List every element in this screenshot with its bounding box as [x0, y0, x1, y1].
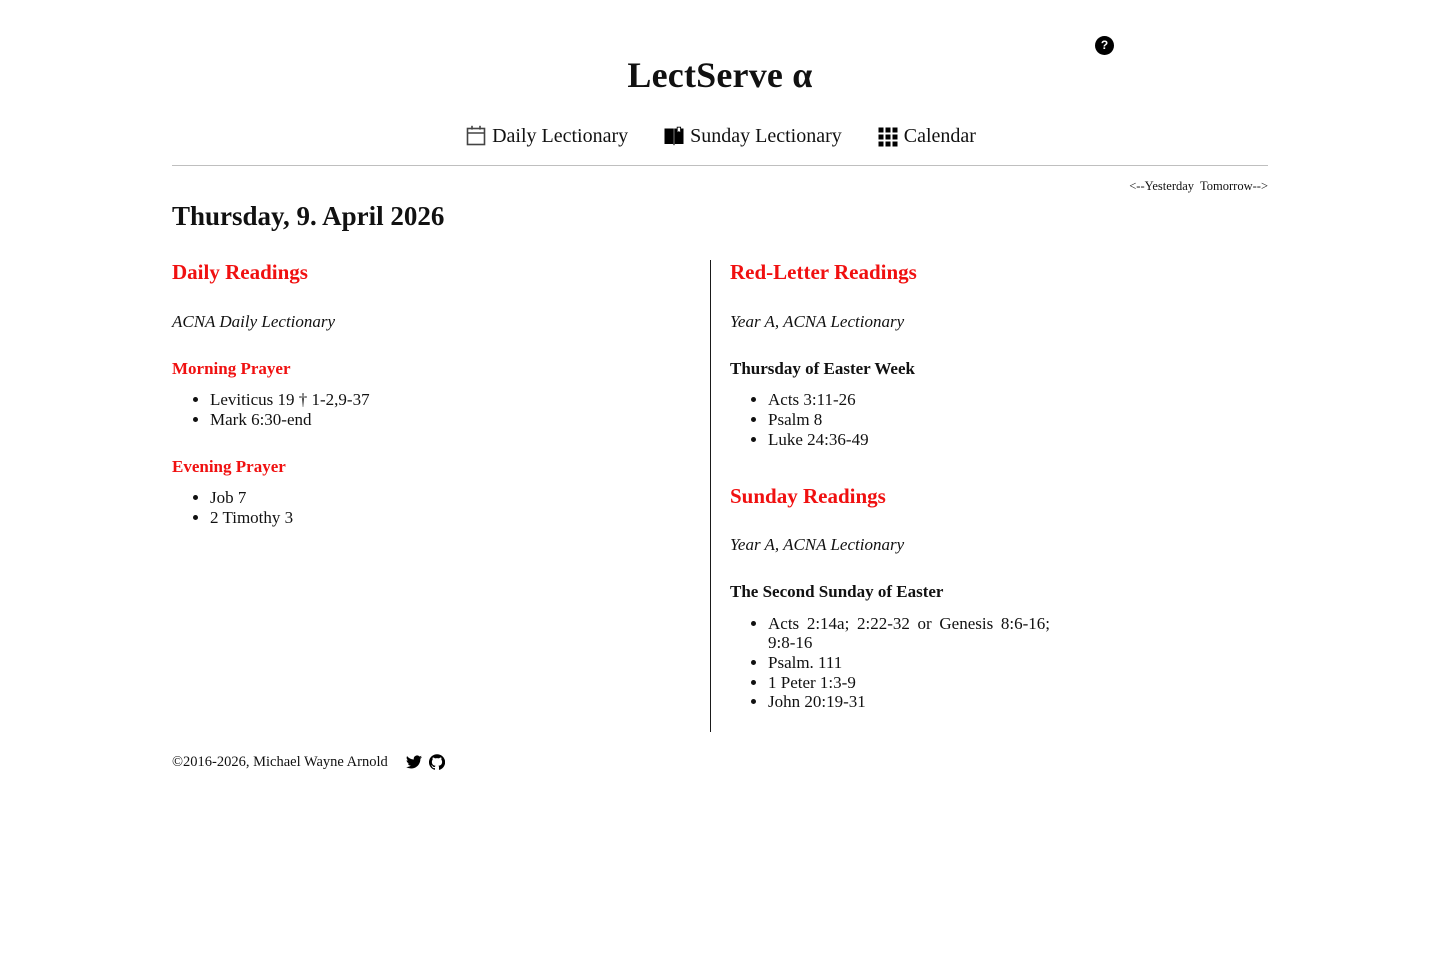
open-book-icon [662, 124, 686, 148]
github-icon[interactable] [429, 754, 445, 770]
list-item: • Acts 2:14a; 2:22-32 or Genesis 8:6-16; 9:8-16 [768, 614, 1050, 653]
readings-columns [172, 260, 1268, 732]
social-links [406, 754, 445, 770]
nav-item-daily-lectionary-label: Daily Lectionary [492, 124, 629, 147]
list-item: • 1 Peter 1:3-9 [768, 673, 1050, 693]
lectionary-readings-column [711, 260, 1268, 732]
copyright-text: ©2016-2026, Michael Wayne Arnold [172, 754, 388, 771]
morning-prayer-readings [172, 390, 710, 429]
nav-item-sunday-lectionary[interactable] [662, 124, 842, 148]
calendar-outline-icon [464, 124, 488, 148]
evening-prayer-heading: Evening Prayer [172, 456, 286, 476]
list-item: • Luke 24:36-49 [768, 430, 1268, 450]
red-letter-readings-heading: Red-Letter Readings [730, 260, 917, 285]
daily-readings-heading: Daily Readings [172, 260, 308, 285]
daily-lectionary-name: ACNA Daily Lectionary [172, 311, 336, 331]
nav-item-calendar-label: Calendar [903, 124, 976, 147]
red-letter-lectionary-name: Year A, ACNA Lectionary [730, 311, 905, 331]
help-button[interactable]: ? [1095, 36, 1114, 55]
red-letter-readings-list [730, 390, 1268, 449]
grid-calendar-icon [876, 124, 900, 148]
nav-item-sunday-lectionary-label: Sunday Lectionary [690, 124, 842, 147]
list-item: • 2 Timothy 3 [210, 508, 710, 528]
sunday-occasion: The Second Sunday of Easter [730, 582, 944, 602]
list-item: • Mark 6:30-end [210, 410, 710, 430]
section-spacer [730, 450, 1268, 484]
header-divider [172, 165, 1268, 166]
morning-prayer-heading: Morning Prayer [172, 359, 291, 379]
next-day-link[interactable]: Tomorrow--> [1200, 178, 1268, 193]
red-letter-occasion: Thursday of Easter Week [730, 359, 915, 379]
evening-prayer-readings [172, 488, 710, 527]
nav-item-daily-lectionary[interactable] [464, 124, 628, 148]
main-navigation [172, 124, 1268, 148]
list-item: • Psalm 8 [768, 410, 1268, 430]
list-item: • Job 7 [210, 488, 710, 508]
list-item: • John 20:19-31 [768, 692, 1050, 712]
sunday-readings-list [730, 614, 1268, 713]
date-heading: Thursday, 9. April 2026 [172, 201, 445, 232]
page-container [172, 0, 1268, 770]
page-title: LectServe α [627, 55, 813, 95]
daily-readings-column [172, 260, 710, 732]
sunday-lectionary-name: Year A, ACNA Lectionary [730, 534, 905, 554]
list-item: • Leviticus 19 † 1-2,9-37 [210, 390, 710, 410]
previous-day-link[interactable]: <--Yesterday [1129, 178, 1195, 193]
nav-item-calendar[interactable] [876, 124, 976, 148]
list-item: • Psalm. 111 [768, 653, 1050, 673]
day-navigation [172, 180, 1268, 193]
twitter-icon[interactable] [406, 754, 422, 770]
list-item: • Acts 3:11-26 [768, 390, 1268, 410]
sunday-readings-heading: Sunday Readings [730, 483, 886, 508]
footer [172, 754, 1268, 770]
